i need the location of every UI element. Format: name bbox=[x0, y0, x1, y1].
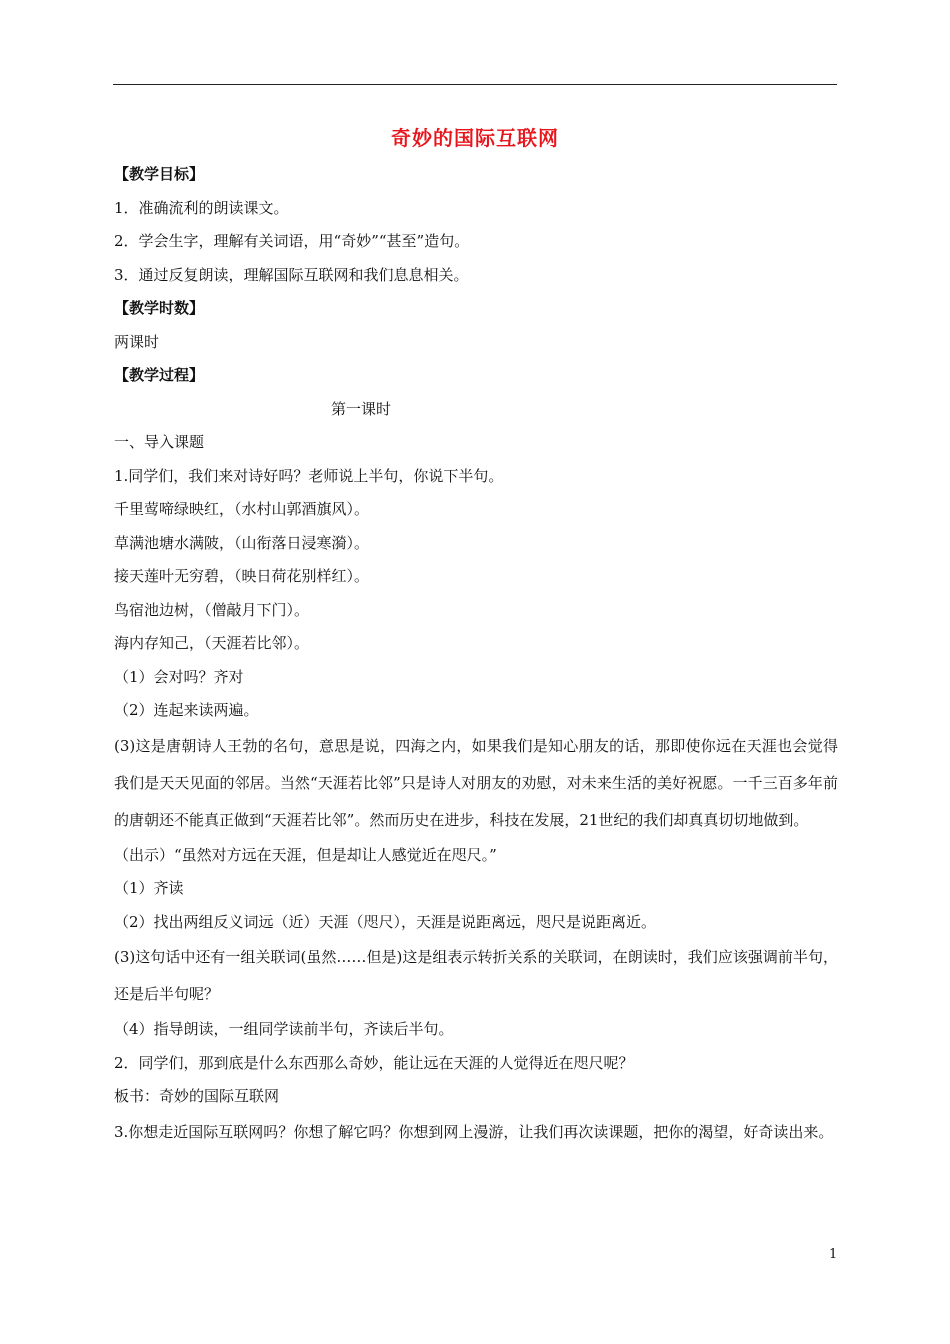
board-note: 板书：奇妙的国际互联网 bbox=[114, 1087, 280, 1105]
document-body bbox=[114, 158, 838, 1151]
goal-item: 1．准确流利的朗读课文。 bbox=[114, 198, 289, 217]
poem-line: 接天莲叶无穷碧，（映日荷花别样红）。 bbox=[114, 567, 370, 585]
paragraph: (3)这是唐朝诗人王勃的名句，意思是说，四海之内，如果我们是知心朋友的话，那即使你远在天涯也会觉得我们是天天见面的邻居。当然“天涯若比邻”只是诗人对朋友的劝慰，对未来生活的美好祝愿。一千三百多年前的唐朝还不能真正做到“天涯若比邻”。然而历史在进步，科技在发展，21世纪的我们却真真切切地做到。 bbox=[114, 736, 838, 829]
question-item: （1）会对吗？齐对 bbox=[114, 667, 244, 686]
paragraph: 1.同学们，我们来对诗好吗？老师说上半句，你说下半句。 bbox=[114, 466, 504, 485]
goal-item: 2．学会生字，理解有关词语，用“奇妙”“甚至”造句。 bbox=[114, 232, 470, 250]
page-number: 1 bbox=[829, 1247, 838, 1262]
document-title: 奇妙的国际互联网 bbox=[391, 126, 559, 150]
paragraph: 3.你想走近国际互联网吗？你想了解它吗？你想到网上漫游，让我们再次读课题，把你的渴望，好奇读出来。 bbox=[114, 1122, 834, 1141]
goal-item: 3．通过反复朗读，理解国际互联网和我们息息相关。 bbox=[114, 265, 469, 284]
header-rule bbox=[113, 84, 837, 85]
step-item: （2）找出两组反义词远（近）天涯（咫尺），天涯是说距离远，咫尺是说距离近。 bbox=[114, 912, 657, 931]
goals-heading: 【教学目标】 bbox=[114, 165, 205, 183]
poem-line: 海内存知己，（天涯若比邻）。 bbox=[114, 634, 310, 652]
hours-heading: 【教学时数】 bbox=[114, 299, 205, 317]
step-item: （4）指导朗读，一组同学读前半句，齐读后半句。 bbox=[114, 1020, 454, 1038]
question-item: （2）连起来读两遍。 bbox=[114, 701, 259, 719]
lesson-heading: 第一课时 bbox=[331, 399, 392, 418]
step-item: （1）齐读 bbox=[114, 879, 184, 897]
part-heading: 一、导入课题 bbox=[114, 433, 205, 451]
poem-line: 草满池塘水满陂，（山衔落日浸寒漪）。 bbox=[114, 533, 370, 552]
process-heading: 【教学过程】 bbox=[114, 366, 205, 384]
hours-text: 两课时 bbox=[114, 332, 160, 351]
paragraph: 2．同学们，那到底是什么东西那么奇妙，能让远在天涯的人觉得近在咫尺呢？ bbox=[114, 1053, 634, 1072]
show-sentence: （出示）“虽然对方远在天涯，但是却让人感觉近在咫尺。” bbox=[114, 845, 497, 864]
poem-line: 鸟宿池边树，（僧敲月下门）。 bbox=[114, 600, 310, 619]
step-item: (3)这句话中还有一组关联词(虽然……但是)这是组表示转折关系的关联词，在朗读时，我们应该强调前半句，还是后半句呢？ bbox=[114, 948, 838, 1003]
poem-line: 千里莺啼绿映红，（水村山郭酒旗风）。 bbox=[114, 500, 370, 518]
